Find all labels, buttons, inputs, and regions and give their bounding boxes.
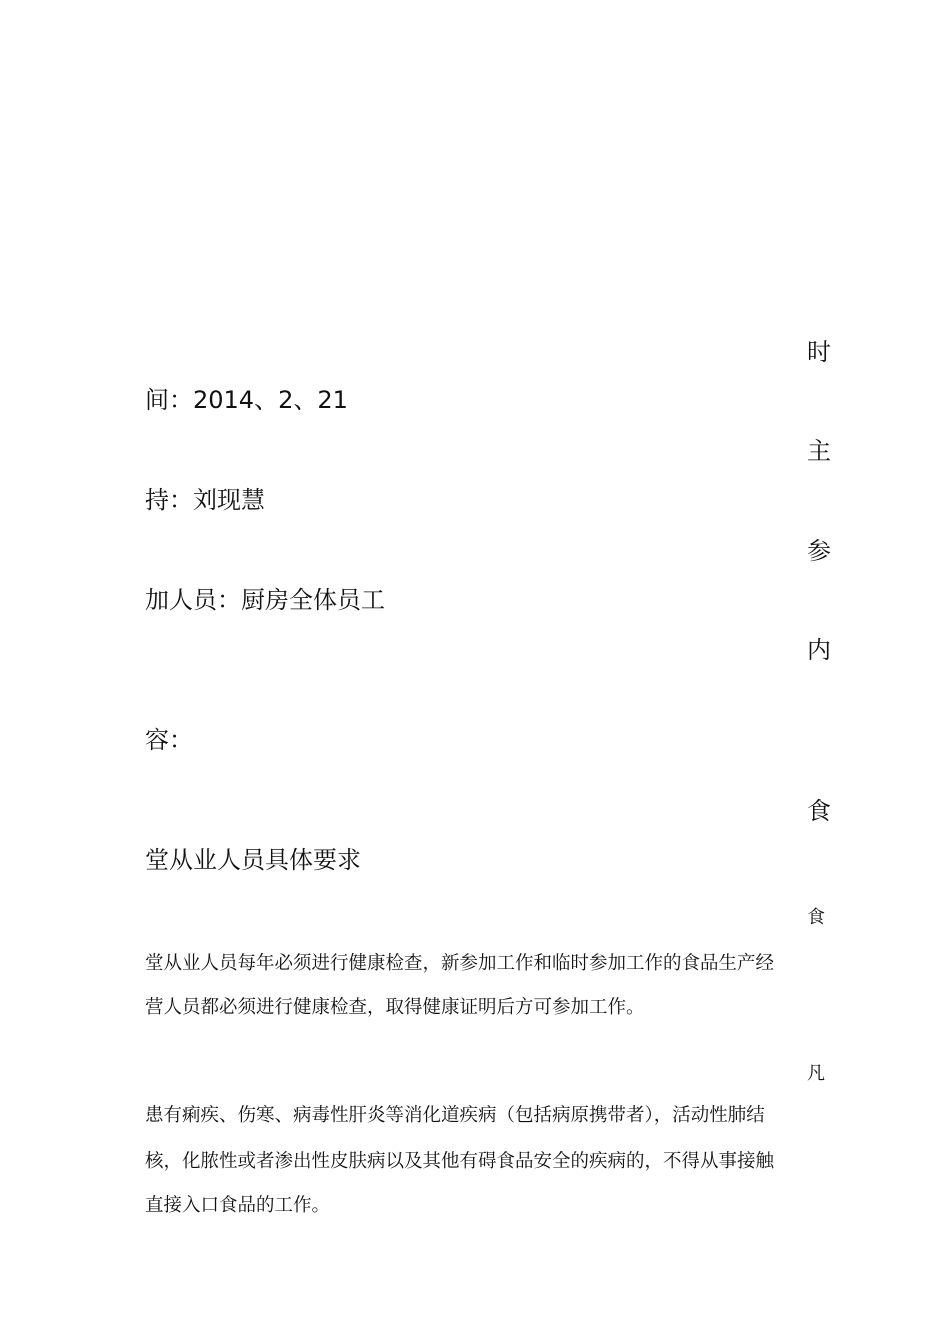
- attendee-label-head: 参: [807, 537, 831, 565]
- item1-line1: 堂从业人员每年必须进行健康检查，新参加工作和临时参加工作的食品生产经: [145, 953, 775, 974]
- item1-head: 食: [807, 907, 825, 928]
- host-label-line: 持：刘现慧: [145, 486, 265, 514]
- content-label-head: 内: [807, 636, 831, 664]
- host-label-head: 主: [807, 437, 831, 465]
- section-title-head: 食: [807, 797, 831, 825]
- attendee-label-line: 加人员：厨房全体员工: [145, 586, 385, 614]
- item2-line1: 患有痢疾、伤寒、病毒性肝炎等消化道疾病（包括病原携带者），活动性肺结: [145, 1105, 765, 1126]
- time-label-head: 时: [807, 338, 831, 366]
- content-label-line: 容：: [145, 726, 193, 754]
- item2-line2: 核，化脓性或者渗出性皮肤病以及其他有碍食品安全的疾病的，不得从事接触: [145, 1151, 775, 1172]
- item2-line3: 直接入口食品的工作。: [145, 1195, 331, 1216]
- section-title-line: 堂从业人员具体要求: [145, 846, 361, 874]
- item2-head: 凡: [807, 1063, 825, 1084]
- time-label-line: 间：2014、2、21: [145, 386, 348, 414]
- item1-line2: 营人员都必须进行健康检查，取得健康证明后方可参加工作。: [145, 997, 645, 1018]
